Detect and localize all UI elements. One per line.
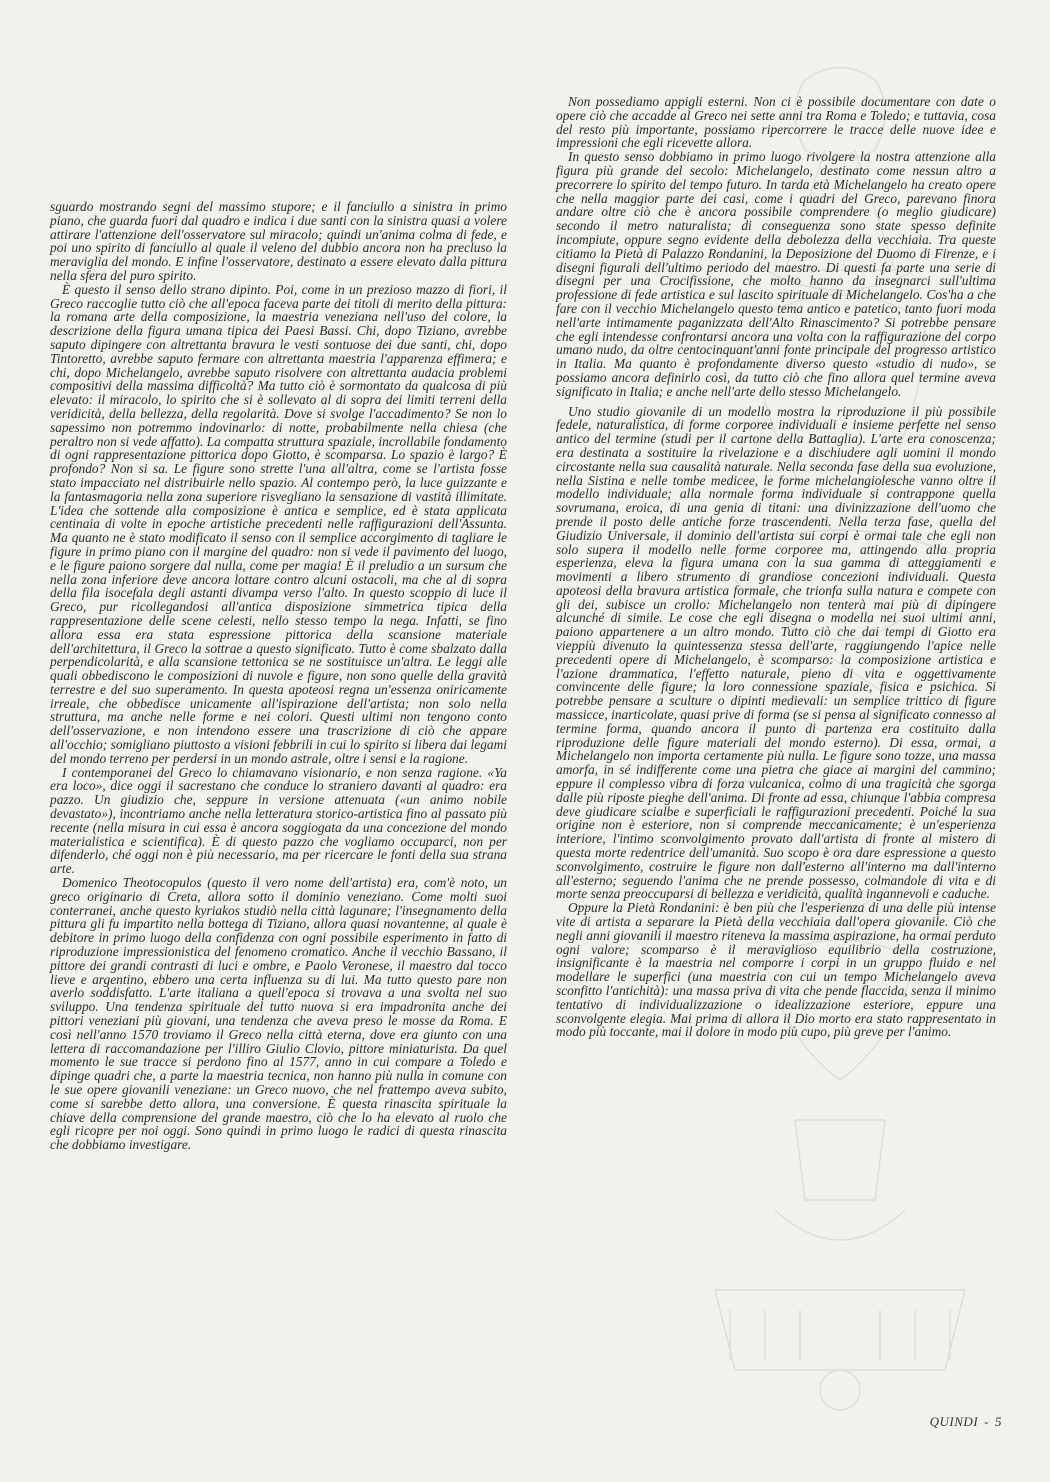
paragraph: In questo senso dobbiamo in primo luogo rivolgere la nostra attenzione alla figura più grande del secolo: Michelangelo, destinato come nessun altro a precorrere lo spirito del tempo futuro. In tarda età Michelangelo ha creato opere che nella maggior parte dei casi, come i quadri del Greco, parevano finora andare oltre ciò che è ancora possibile comprendere (o meglio giudicare) secondo il metro naturalista; di conseguenza sono state spesso definite incompiute, oppure segno evidente della debolezza della vecchiaia. Tra queste citiamo la Pietà di Palazzo Rondanini, la Deposizione del Duomo di Firenze, e i disegni figurali dell'ultimo periodo del maestro. Di questi fa parte una serie di disegni per una Crocifissione, che molto hanno da insegnarci sull'ultima professione di fede artistica e sul lascito spirituale di Michelangelo. Cos'ha a che fare con il vecchio Michelangelo questo tema antico e patetico, tanto fuori moda nell'arte intimamente paganizzata dell'Alto Rinascimento? Si potrebbe pensare che egli intendesse confrontarsi ancora una volta con la raffigurazione del corpo umano nudo, da oltre centocinquant'anni fonte principale del progresso artistico in Italia. Ma quanto è profondamente diverso questo «studio di nudo», se possiamo ancora definirlo così, da tutto ciò che fino allora quel termine aveva significato in Italia; e anche nell'arte dello stesso Michelangelo. — [556, 149, 996, 399]
left-text-column — [50, 200, 507, 1152]
page-footer — [930, 1414, 1002, 1430]
paragraph: I contemporanei del Greco lo chiamavano visionario, e non senza ragione. «Ya era loco», dice oggi il sacrestano che conduce lo straniero davanti al quadro: era pazzo. Un giudizio che, seppure in versione attenuata («un animo nobile devastato»), incontriamo anche nella letteratura storico-artistica fino al passato più recente (nella misura in cui essa è ancora soggiogata da una concezione del mondo materialistica e scientifica). È di questo pazzo che vogliamo occuparci, non per difenderlo, ché oggi non è più necessario, ma per ricercare le fonti della sua strana arte. — [50, 764, 507, 877]
page-number: 5 — [995, 1414, 1002, 1429]
right-text-column — [556, 95, 996, 1039]
paragraph: È questo il senso dello strano dipinto. Poi, come in un prezioso mazzo di fiori, il Greco raccoglie tutto ciò che all'epoca faceva parte dei titoli di merito della pittura: la romana arte della composizione, la maestria veneziana nell'uso del colore, la descrizione della figura umana tipica dei Paesi Bassi. Chi, dopo Tiziano, avrebbe saputo dipingere con altrettanta bravura le vesti sontuose dei due santi, chi, dopo Tintoretto, avrebbe saputo fermare con altrettanta maestria l'apparenza effimera; e chi, dopo Michelangelo, avrebbe saputo risolvere con altrettanta audacia problemi compositivi della massima difficoltà? Ma tutto ciò è sormontato da qualcosa di più elevato: il miracolo, lo spirito che si è sollevato al di sopra dei limiti terreni della veridicità, della bellezza, della regolarità. Dove si svolge l'accadimento? Se non lo sapessimo non potremmo indovinarlo: di notte, probabilmente nella chiesa (che peraltro non si vede affatto). La compatta struttura spaziale, incrollabile fondamento di ogni rappresentazione pittorica dopo Giotto, è scomparsa. Lo spazio è largo? È profondo? Non si sa. Le figure sono strette l'una all'altra, come se l'artista fosse stato impacciato nel distribuirle nello spazio. Al contempo però, la luce guizzante e la fantasmagoria nella zona superiore risvegliano la sensazione di vastità illimitate. L'idea che sottende alla composizione è antica e semplice, ed è stata applicata centinaia di volte in epoche artistiche precedenti nelle raffigurazioni dell'Assunta. Ma quanto ne è stato modificato il senso con il semplice accorgimento di tagliare le figure in primo piano con il margine del quadro: non si vede il pavimento del luogo, e le figure paiono sorgere dal nulla, come per magia! È il preludio a un sursum che nella zona inferiore deve ancora lottare contro alcuni ostacoli, ma che al di sopra della fila isocefala degli astanti divampa verso l'alto. In questo scoppio di luce il Greco, pur ricollegandosi all'antica disposizione simmetrica tipica della rappresentazione delle scene celesti, nello stesso tempo la nega. Infatti, se fino allora essa era stata espressione pittorica della scansione materiale dell'architettura, il Greco la sottrae a questo significato. Tutto è come sbalzato dalla perpendicolarità, e alla scansione tettonica se ne sostituisce un'altra. Le leggi alle quali obbediscono le composizioni di nuvole e figure, non sono quelle della gravità terrestre e del suo superamento. In questa apoteosi regna un'essenza oniricamente irreale, che obbedisce unicamente all'ispirazione dell'artista; non solo nella struttura, ma anche nelle forme e nei colori. Questi ultimi non tengono conto dell'osservazione, e non intendono essere una trascrizione di ciò che appare all'occhio; somigliano piuttosto a visioni febbrili in cui lo spirito si libera dai legami del mondo terreno per perdersi in un mondo astrale, oltre i sensi e la ragione. — [50, 281, 507, 766]
magazine-name: QUINDI — [929, 1414, 979, 1429]
paragraph: sguardo mostrando segni del massimo stupore; e il fanciullo a sinistra in primo piano, che guarda fuori dal quadro e indica i due santi con la sinistra quasi a volere attirare l'attenzione dell'osservatore sul miracolo; quindi un'anima colma di fede, e poi uno spirito di fanciullo al quale il veleno del dubbio ancora non ha precluso la meraviglia del mondo. E infine l'osservatore, destinato a essere elevato dalla pittura nella sfera del puro spirito. — [50, 199, 507, 283]
paragraph: Oppure la Pietà Rondanini: è ben più che l'esperienza di una delle più intense vite di artista a separare la Pietà della vecchiaia dall'opera giovanile. Ciò che negli anni giovanili il maestro riteneva la massima aspirazione, ha ormai perduto ogni valore; scomparso è il meraviglioso equilibrio della costruzione, insignificante è la maestria nel comporre i corpi in un gruppo fluido e nel modellare le superfici (una maestria con cui un tempo Michelangelo aveva sconfitto l'antichità): una massa priva di vita che pende flaccida, senza il minimo tentativo di individualizzazione o idealizzazione esteriore, eppure una sconvolgente elegia. Mai prima di allora il Dio morto era stato rappresentato in modo più toccante, mai il dolore in modo più cupo, più greve per l'animo. — [556, 900, 996, 1040]
paragraph: Domenico Theotocopulos (questo il vero nome dell'artista) era, com'è noto, un greco originario di Creta, allora sotto il dominio veneziano. Come molti suoi conterranei, anche questo kyriakos studiò nella città lagunare; l'insegnamento della pittura gli fu impartito nella bottega di Tiziano, allora quasi novantenne, al quale è debitore in primo luogo della confidenza con ogni possibile esperimento in fatto di riproduzione impressionistica del fenomeno cromatico. Anche il vecchio Bassano, il pittore dei grandi contrasti di luci e ombre, e Paolo Veronese, il maestro dal tocco lieve e argentino, ebbero una certa influenza su di lui. Ma tutto questo pare non averlo soddisfatto. L'arte italiana a quell'epoca si trovava a una svolta nel suo sviluppo. Una tendenza spirituale del tutto nuova si era impadronita anche dei pittori veneziani più giovani, una tendenza che aveva preso le mosse da Roma. E così nell'anno 1570 troviamo il Greco nella città eterna, dove era giunto con una lettera di raccomandazione per l'illiro Giulio Clovio, pittore miniaturista. Da quel momento le sue tracce si perdono fino al 1577, anno in cui compare a Toledo e dipinge quadri che, a parte la maestria tecnica, non hanno più nulla in comune con le sue opere giovanili veneziane: un Greco nuovo, che nel frattempo aveva subito, come si sarebbe detto allora, una conversione. È questa rinascita spirituale la chiave della comprensione del grande maestro, ciò che lo ha elevato al ruolo che egli ricopre per noi oggi. Sono quindi in primo luogo le radici di questa rinascita che dobbiamo investigare. — [50, 875, 507, 1153]
paragraph: Uno studio giovanile di un modello mostra la riproduzione il più possibile fedele, naturalistica, di forme corporee individuali e insieme perfette nel senso antico del termine (studi per il cartone della Battaglia). L'arte era conoscenza; era destinata a sostituire la rivelazione e a dischiudere agli uomini il mondo circostante nella sua causalità naturale. Nella seconda fase della sua evoluzione, nella Sistina e nelle tombe medicee, le forme michelangiolesche vanno oltre il modello individuale; alla normale forma individuale si contrappone quella sovrumana, eroica, di una genia di titani: una divinizzazione dell'uomo che prende il posto delle antiche forze trascendenti. Nella terza fase, quella del Giudizio Universale, il dominio dell'artista sui corpi è ormai tale che egli non solo supera il modello nelle forme corporee ma, attingendo alla propria esperienza, eleva la figura umana con la sua gamma di atteggiamenti e movimenti a libero strumento di grandiose concezioni individuali. Questa apoteosi della bravura artistica formale, che trionfa sulla natura e compete con gli dei, subisce un crollo: Michelangelo non tenterà mai più di dipingere alcunché di simile. Le cose che egli disegna o modella nei suoi ultimi anni, paiono appartenere a un altro mondo. Tutto ciò che dai tempi di Giotto era vieppiù divenuto la quintessenza stessa dell'arte, raggiungendo l'apice nelle precedenti opere di Michelangelo, è scomparso: la composizione artistica e l'azione drammatica, l'effetto naturale, pieno di vita e oggettivamente convincente delle figure; la loro connessione spaziale, fisica e psichica. Si potrebbe pensare a sculture o dipinti medievali: un semplice trittico di figure massicce, inarticolate, quasi prive di forma (se si pensa al significato connesso al termine forma, quando ancora il punto di partenza era costituito dalla riproduzione delle figure materiali del mondo esterno). Di essa, ormai, a Michelangelo non importa certamente più nulla. Le figure sono tozze, una massa amorfa, in sé indifferente come una pietra che giace ai margini del cammino; eppure il complesso vibra di forza vulcanica, colmo di una tragicità che sgorga dalle più riposte pieghe dell'anima. Di fronte ad essa, chiunque l'abbia compresa deve giudicare scialbe e superficiali le raffigurazioni precedenti. Poiché la sua origine non è esteriore, non si comprende meccanicamente; è un'esperienza interiore, l'intimo sconvolgimento provato dall'artista di fronte al mistero di questa morte redentrice dell'umanità. Suo scopo è ora dare espressione a questo sconvolgimento, costruire le figure non dall'esterno all'interno ma dall'interno all'esterno; seguendo l'anima che ne prende possesso, colmandole di vita e di morte senza preoccuparsi di bellezza e veridicità, qualità ingannevoli e caduche. — [556, 403, 996, 902]
footer-separator: - — [984, 1414, 989, 1429]
paragraph: Non possediamo appigli esterni. Non ci è possibile documentare con date o opere ciò che accadde al Greco nei sette anni tra Roma e Toledo; e tuttavia, cosa del resto più importante, possiamo ripercorrere le tracce delle nuove idee e impressioni che egli ricevette allora. — [556, 94, 996, 151]
